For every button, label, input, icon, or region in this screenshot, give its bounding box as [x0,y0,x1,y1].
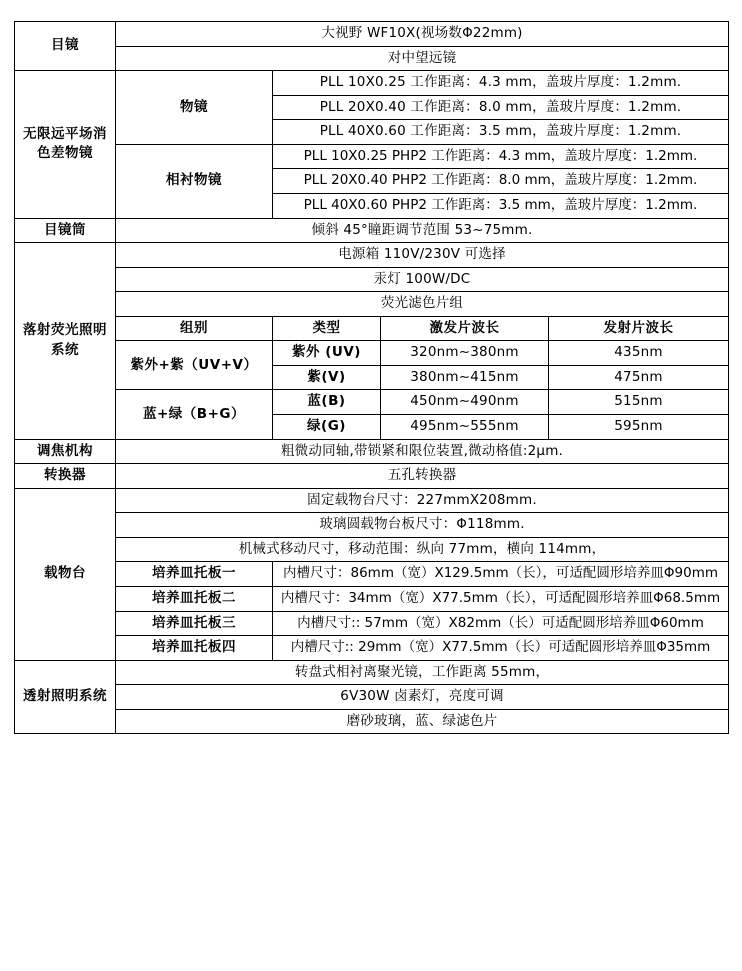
table-row [15,611,729,636]
filter-type-v: 紫(V) [273,365,381,390]
filter-header-group: 组别 [116,316,273,341]
phase-objective-spec-2: PLL 20X0.40 PHP2 工作距离：8.0 mm，盖玻片厚度：1.2mm. [273,169,729,194]
table-row [15,439,729,464]
tray-label-2: 培养皿托板二 [116,586,273,611]
category-focus-mechanism: 调焦机构 [15,439,116,464]
category-infinity-objective: 无限远平场消色差物镜 [15,71,116,218]
filter-excitation-b: 450nm~490nm [381,390,549,415]
specification-table-container [14,21,728,734]
nosepiece-value: 五孔转换器 [116,464,729,489]
filter-header-excitation: 激发片波长 [381,316,549,341]
filter-emission-uv: 435nm [549,341,729,366]
table-row [15,685,729,710]
eyepiece-tube-value: 倾斜 45°瞳距调节范围 53~75mm. [116,218,729,243]
filter-excitation-uv: 320nm~380nm [381,341,549,366]
filter-excitation-g: 495nm~555nm [381,415,549,440]
tray-value-3: 内槽尺寸:: 57mm（宽）X82mm（长）可适配圆形培养皿Φ60mm [273,611,729,636]
category-fluorescence-illumination: 落射荧光照明系统 [15,243,116,440]
filter-emission-g: 595nm [549,415,729,440]
category-nosepiece: 转换器 [15,464,116,489]
filter-group-uv-v: 紫外+紫（UV+V） [116,341,273,390]
fluorescence-value-1: 电源箱 110V/230V 可选择 [116,243,729,268]
table-row [15,464,729,489]
eyepiece-value-2: 对中望远镜 [116,46,729,71]
filter-header-type: 类型 [273,316,381,341]
table-row [15,292,729,317]
filter-type-b: 蓝(B) [273,390,381,415]
transmitted-value-1: 转盘式相衬离聚光镜，工作距离 55mm， [116,660,729,685]
table-row [15,513,729,538]
table-row [15,636,729,661]
subcategory-objective: 物镜 [116,71,273,145]
tray-label-1: 培养皿托板一 [116,562,273,587]
category-eyepiece: 目镜 [15,22,116,71]
filter-excitation-v: 380nm~415nm [381,365,549,390]
filter-emission-v: 475nm [549,365,729,390]
tray-value-4: 内槽尺寸:: 29mm（宽）X77.5mm（长）可适配圆形培养皿Φ35mm [273,636,729,661]
table-row [15,709,729,734]
table-row [15,537,729,562]
objective-spec-3: PLL 40X0.60 工作距离：3.5 mm，盖玻片厚度：1.2mm. [273,120,729,145]
filter-header-emission: 发射片波长 [549,316,729,341]
microscope-specification-table [14,21,729,734]
transmitted-value-2: 6V30W 卤素灯，亮度可调 [116,685,729,710]
category-transmitted-illumination: 透射照明系统 [15,660,116,734]
tray-label-3: 培养皿托板三 [116,611,273,636]
objective-spec-2: PLL 20X0.40 工作距离：8.0 mm，盖玻片厚度：1.2mm. [273,95,729,120]
category-eyepiece-tube: 目镜筒 [15,218,116,243]
stage-value-2: 玻璃圆载物台板尺寸：Φ118mm. [116,513,729,538]
filter-type-uv: 紫外 (UV) [273,341,381,366]
table-row [15,71,729,96]
table-row [15,144,729,169]
transmitted-value-3: 磨砂玻璃，蓝、绿滤色片 [116,709,729,734]
fluorescence-value-3: 荧光滤色片组 [116,292,729,317]
stage-value-3: 机械式移动尺寸，移动范围：纵向 77mm，横向 114mm， [116,537,729,562]
phase-objective-spec-3: PLL 40X0.60 PHP2 工作距离：3.5 mm，盖玻片厚度：1.2mm. [273,193,729,218]
table-row [15,46,729,71]
table-row [15,586,729,611]
tray-value-1: 内槽尺寸：86mm（宽）X129.5mm（长），可适配圆形培养皿Φ90mm [273,562,729,587]
table-row [15,316,729,341]
phase-objective-spec-1: PLL 10X0.25 PHP2 工作距离：4.3 mm，盖玻片厚度：1.2mm. [273,144,729,169]
stage-value-1: 固定载物台尺寸：227mmX208mm. [116,488,729,513]
table-row [15,243,729,268]
category-stage: 载物台 [15,488,116,660]
eyepiece-value-1: 大视野 WF10X(视场数Φ22mm) [116,22,729,47]
filter-emission-b: 515nm [549,390,729,415]
objective-spec-1: PLL 10X0.25 工作距离：4.3 mm，盖玻片厚度：1.2mm. [273,71,729,96]
table-row [15,562,729,587]
table-row [15,218,729,243]
filter-type-g: 绿(G) [273,415,381,440]
tray-label-4: 培养皿托板四 [116,636,273,661]
fluorescence-value-2: 汞灯 100W/DC [116,267,729,292]
table-row [15,22,729,47]
tray-value-2: 内槽尺寸：34mm（宽）X77.5mm（长），可适配圆形培养皿Φ68.5mm [273,586,729,611]
subcategory-phase-contrast-objective: 相衬物镜 [116,144,273,218]
focus-mechanism-value: 粗微动同轴,带锁紧和限位装置,微动格值:2μm. [116,439,729,464]
table-row [15,660,729,685]
table-row [15,341,729,366]
table-row [15,488,729,513]
filter-group-b-g: 蓝+绿（B+G） [116,390,273,439]
table-row [15,267,729,292]
table-row [15,390,729,415]
